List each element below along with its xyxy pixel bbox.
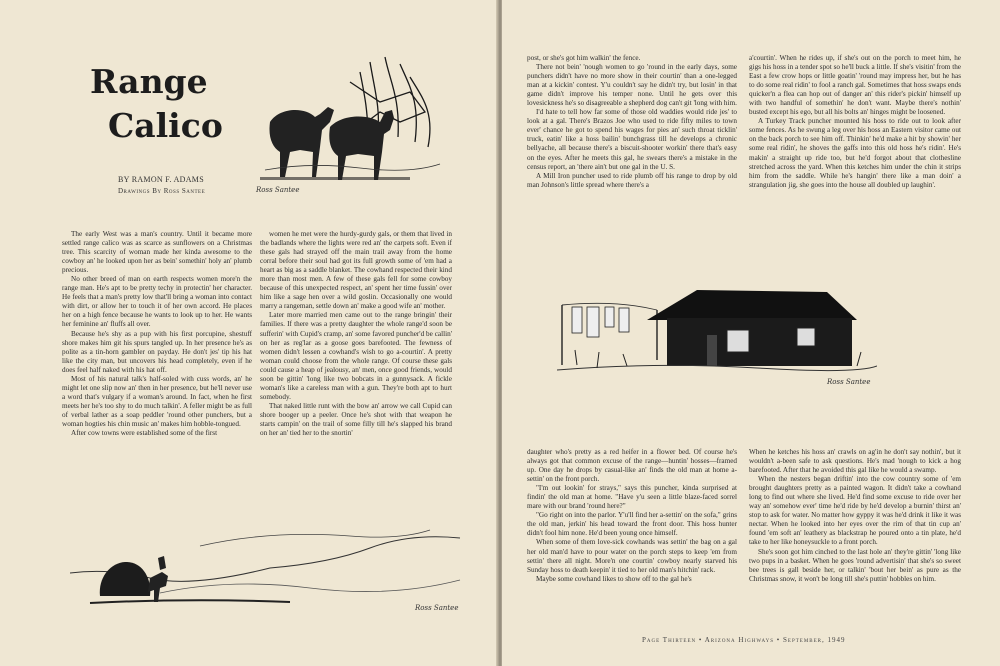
paragraph: A Turkey Track puncher mounted his hoss to ride out to look after some fences. As he swung a leg over his hoss an Eastern visitor came out on the back porch to see him off. Thinkin' he'd make a hit by showin' her some real ridin', he shoves the gaffs into this old hoss he's ridin'. He's makin' a straight up ride too, but he'd forgot about that clothesline stretched across the yard. When this ketches him under the chin it strips him from the saddle. While he's hangin' there like a man doin' a strangulation jig, she goes into the house all doubled up laughin'. xyxy=(749,117,961,189)
rider-signature: Ross Santee xyxy=(415,604,459,612)
right-column-2-bottom xyxy=(749,448,961,630)
horses-illustration xyxy=(250,52,455,197)
right-column-1-bottom xyxy=(527,448,737,630)
paragraph: After cow towns were established some of the first xyxy=(71,429,218,438)
left-column-1 xyxy=(62,230,252,460)
paragraph: Later more married men came out to the range bringin' their families. If there was a pretty daughter the whole range'd soon be sufferin' with Cupid's cramp, an' some favored puncher'd be callin' on her as reg'lar as a goose goes barefooted. The fewness of women didn't lessen a cowhand's wish to go a-courtin'. A pretty woman could choose from the whole range. Of course these gals could cause a heap of jealousy, an' men, once good friends, would soon be gittin' 'long like two bobcats in a gunnysack. A fickle woman's like a careless man with a gun. They're both apt to hurt somebody. xyxy=(260,311,452,401)
house-signature: Ross Santee xyxy=(827,378,871,386)
paragraph: daughter who's pretty as a red heifer in a flower bed. Of course he's always got that common excuse of the range—huntin' hosses—framed up. One day he drops by casual-like an' finds the old man at home a-settin' on the front porch. xyxy=(527,448,737,484)
paragraph: No other breed of man on earth respects women more'n the range man. He's apt to be pretty techy in protectin' her character. He feels that a man's pretty low that'll bring a woman into contact with dirt, or allow her to touch it of her own accord. He places her on a high fence because he wants to look up to her. He wants her feminine an' fluffs all over. xyxy=(62,275,252,329)
right-column-1-top xyxy=(527,54,737,280)
paragraph: "Go right on into the parlor. Y'u'll find her a-settin' on the sofa," grins the old man, jerkin' his head toward the front door. This hoss hunter didn't fool him none. He'd been young once himself. xyxy=(527,511,737,538)
paragraph: Most of his natural talk's half-soled with cuss words, an' he might let one slip now an' then in her presence, but he'll never use a word that's vulgary if a woman's around. In fact, when he first meets her he's too shy to do much talkin'. A feller might be as full of verbal lather as a soap peddler 'round other punchers, but a woman hogties his chin music an' makes him hobble-tongued. xyxy=(62,374,252,428)
paragraph: I'd hate to tell how far some of those old waddies would ride jes' to look at a gal. There's Brazos Joe who used to ride fifty miles to town ever' chance he got to spend his wages for pies an' such throat ticklin' truck, eatin' like a hoss bailin' bunchgrass till he develops a chronic bellyache, all because there's a biscuit-shooter workin' there that's easy on the eyes. After he meets this gal, he swears there's a mistake in the census report, an 'there ain't but one gal in the U. S. xyxy=(527,108,737,171)
byline: BY RAMON F. ADAMS xyxy=(118,175,204,184)
paragraph: women he met were the hurdy-gurdy gals, or them that lived in the badlands where the lights were red an' the carpets soft. Even if these gals had strayed off the main trail away from the home corral before their soul had got its full growth some of 'em had a heart as big as a saddle blanket. The cowhand respected their kind more than most men. A few of these gals fell for some cowboy because of this unexpected respect, an' spent her time fussin' over him like a sage hen over a wild goslin. Occasionally one would marry a rangeman, settle down an' make a good wife an' mother. xyxy=(260,230,452,311)
paragraph: When the nesters began driftin' into the cow country some of 'em brought daughters pretty as a painted wagon. It didn't take a cowhand long to find out where she lived. He'd find some excuse to ride over her way an' somehow ever' time he'd ride by he'd develop a burnin' thirst an' stop to ask for water. No matter how gyppy it was he'd drink it like it was nectar. When he looked into her eyes over the rim of that tin cup an' found 'em soft an' leathery as blackstrap he poured onto a tin plate, he'd take to her like honeysuckle to a front porch. xyxy=(749,475,961,547)
rider-illustration xyxy=(70,518,465,618)
paragraph: Maybe some cowhand likes to show off to the gal he's xyxy=(536,574,692,583)
paragraph: A Mill Iron puncher used to ride plumb off his range to drop by old man Johnson's little spread where there's a xyxy=(527,171,737,189)
paragraph: She's soon got him cinched to the last hole an' they're gittin' 'long like two pups in a basket. When he goes 'round advertisin' that she's so sweet bee trees is gall beside her, or talkin' 'bout her bein' as pure as the Christmas snow, it won't be long till she's puttin' hobbles on him. xyxy=(749,547,961,583)
horses-signature: Ross Santee xyxy=(256,186,300,194)
paragraph: post, or she's got him walkin' the fence. xyxy=(527,54,641,62)
right-page xyxy=(502,0,1000,666)
article-title xyxy=(90,60,223,148)
paragraph: When he ketches his hoss an' crawls on ag'in he don't say nothin', but it wouldn't a-been safe to ask questions. He's mad 'nough to kick a hog barefooted. After that he avoided this gal like he would a swamp. xyxy=(749,448,961,475)
paragraph: Because he's shy as a pup with his first porcupine, shestuff shore makes him git his spurs tangled up. In her presence he's as polite as a tin-horn gambler on payday. He don't jes' tip his hat like the city man, but uncovers his head completely, even if he does feel half naked with his hat off. xyxy=(62,329,252,374)
paragraph: That naked little runt with the bow an' arrow we call Cupid can shore booger up a peeler. Once he's shot with that weapon he starts campin' on the trail of some filly till he's slapped his brand on her an' tied her to the snortin' xyxy=(260,401,452,438)
left-column-2 xyxy=(260,230,452,460)
house-illustration xyxy=(557,280,877,390)
title-line-2: Calico xyxy=(108,106,223,145)
paragraph: "I'm out lookin' for strays," says this puncher, kinda surprised at findin' the old man at home. "Have y'u seen a little blaze-faced sorrel mare with our brand 'round here?" xyxy=(527,484,737,511)
paragraph: a'courtin'. When he rides up, if she's out on the porch to meet him, he gigs his hoss in a tender spot so he'll buck a little. If she's visitin' from the East a few crow hops or little goatin' 'round may impress her, but he has to do some real ridin' to fool a ranch gal. Sometimes that hoss swaps ends quicker'n a flea can hop out of danger an' this rider's pickin' himself up with two handful of somethin' he don't want. Maybe there's nothin' busted except his ego, but all his bolts an' hinges might be loosened. xyxy=(749,54,961,117)
right-column-2-top xyxy=(749,54,961,280)
paragraph: There not bein' 'nough women to go 'round in the early days, some punchers didn't have no more show in their courtin' than a one-legged man at a kickin' contest. Y'u couldn't say he didn't try, but losin' in that game didn't improve his temper none. Until he gets over this lovesickness he's so disagreeable a shepherd dog can't git 'long with him. xyxy=(527,63,737,108)
drawings-credit: Drawings By Ross Santee xyxy=(118,187,206,195)
title-line-1: Range xyxy=(90,62,208,101)
paragraph: When some of them love-sick cowhands was settin' the bag on a gal her old man'd have to pour water on the porch steps to keep 'em from settin' there all night. More'n one courtin' cowboy nearly starved his Sunday hoss to death keepin' it tied to her old man's hitchin' rack. xyxy=(527,538,737,574)
left-page xyxy=(0,0,498,666)
page-footer: Page Thirteen • Arizona Highways • September, 1949 xyxy=(642,636,846,644)
paragraph: The early West was a man's country. Until it became more settled range calico was as scarce as sunflowers on a Christmas tree. This scarcity of woman made her kinda awesome to the cowboy an' he looked upon her as bein' somethin' holy an' plumb precious. xyxy=(62,230,252,275)
